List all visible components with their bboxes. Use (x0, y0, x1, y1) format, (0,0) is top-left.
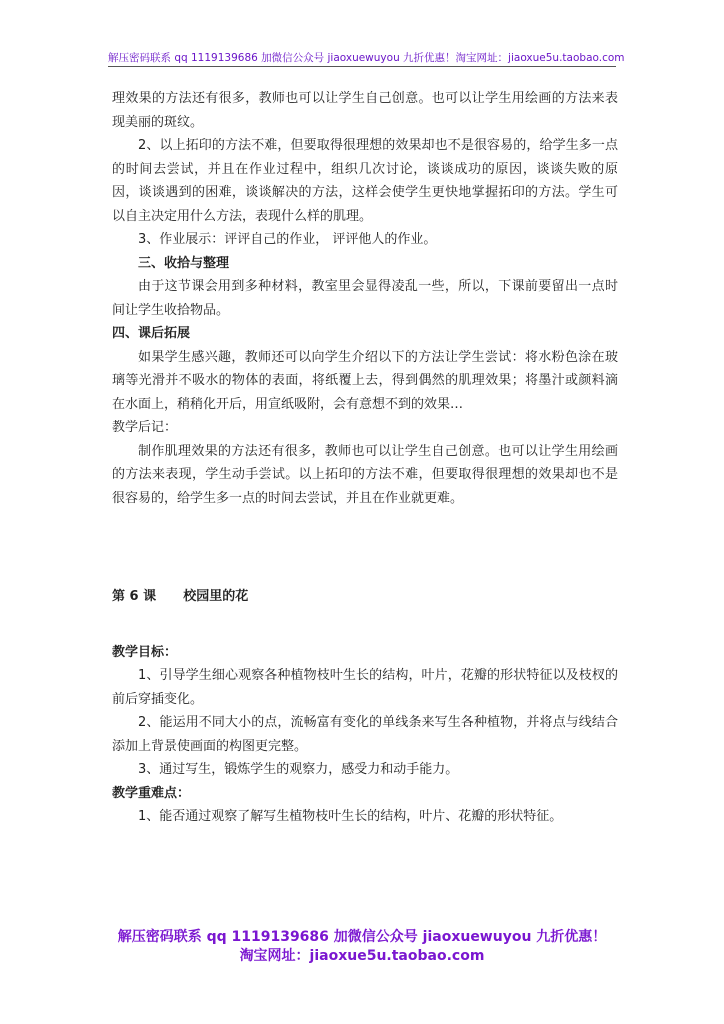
paragraph-step-2: 2、以上拓印的方法不难，但要取得很理想的效果却也不是很容易的，给学生多一点的时间去尝试，并且在作业过程中，组织几次讨论，谈谈成功的原因，谈谈失败的原因，谈谈遇到的困难，谈谈解决的方法，这样会使学生更快地掌握拓印的方法。学生可以自主决定用什么方法，表现什么样的肌理。 (112, 138, 618, 224)
goals-label: 教学目标： (112, 644, 178, 660)
paragraph-afterword: 制作肌理效果的方法还有很多，教师也可以让学生自己创意。也可以让学生用绘画的方法来表现，学生动手尝试。以上拓印的方法不难，但要取得很理想的效果却也不是很容易的，给学生多一点的时间去尝试，并且在作业就更难。 (112, 443, 618, 506)
key-point-item-1: 1、能否通过观察了解写生植物枝叶生长的结构，叶片、花瓣的形状特征。 (138, 809, 563, 824)
page-footer (0, 928, 724, 966)
goal-item-1: 1、引导学生细心观察各种植物枝叶生长的结构，叶片，花瓣的形状特征以及枝杈的前后穿插变化。 (112, 668, 618, 707)
footer-line-1: 解压密码联系 qq 1119139686 加微信公众号 jiaoxuewuyou 九折优惠！ (117, 929, 607, 945)
header-text: 解压密码联系 qq 1119139686 加微信公众号 jiaoxuewuyou 九折优惠！淘宝网址：jiaoxue5u.taobao.com (108, 52, 625, 64)
paragraph-continuation: 理效果的方法还有很多，教师也可以让学生自己创意。也可以让学生用绘画的方法来表现美丽的斑纹。 (112, 91, 618, 130)
paragraph-extension: 如果学生感兴趣，教师还可以向学生介绍以下的方法让学生尝试：将水粉色涂在玻璃等光滑并不吸水的物体的表面，将纸覆上去，得到偶然的肌理效果；将墨汁或颜料滴在水面上，稍稍化开后，用宣纸吸附，会有意想不到的效果… (112, 349, 618, 412)
page-header (108, 52, 625, 67)
spacer (112, 510, 618, 567)
paragraph-cleanup: 由于这节课会用到多种材料，教室里会显得凌乱一些，所以，下课前要留出一点时间让学生收拾物品。 (112, 279, 618, 318)
goal-item-3: 3、通过写生，锻炼学生的观察力，感受力和动手能力。 (138, 762, 459, 777)
key-points-label: 教学重难点： (112, 785, 191, 801)
lesson-title: 第 6 课 校园里的花 (112, 589, 249, 604)
afterword-label: 教学后记： (112, 420, 178, 435)
section-heading-extension: 四、课后拓展 (112, 326, 191, 341)
section-heading-cleanup: 三、收拾与整理 (138, 255, 230, 271)
footer-line-2: 淘宝网址：jiaoxue5u.taobao.com (239, 948, 485, 964)
paragraph-step-3: 3、作业展示：评评自己的作业， 评评他人的作业。 (138, 232, 437, 247)
goal-item-2: 2、能运用不同大小的点，流畅富有变化的单线条来写生各种植物，并将点与线结合添加上背景使画面的构图更完整。 (112, 715, 618, 754)
document-body (112, 87, 618, 829)
